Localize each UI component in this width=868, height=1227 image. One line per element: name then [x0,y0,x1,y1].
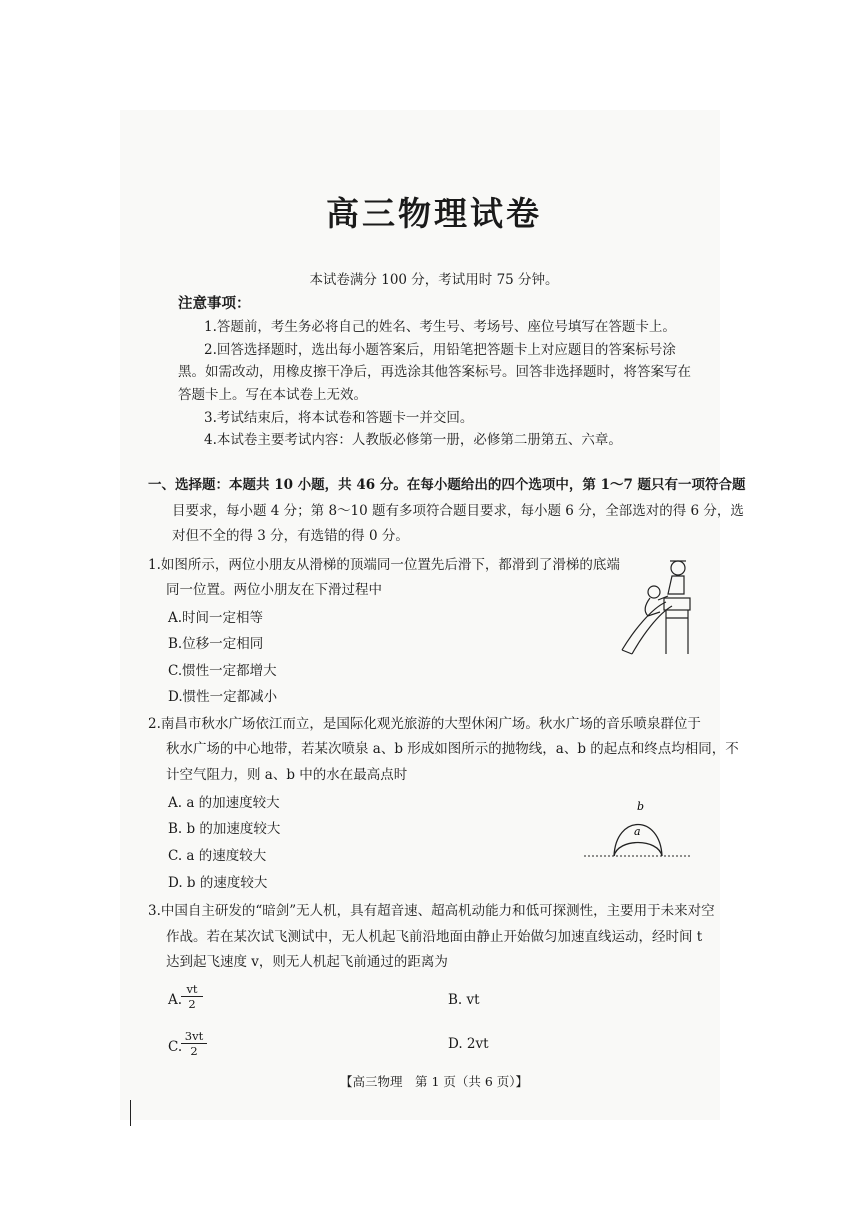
section-line: 目要求，每小题 4 分；第 8～10 题有多项符合题目要求，每小题 6 分，全部选对的得 6 分，选 [172,503,744,519]
q1-option-a: A.时间一定相等 [168,610,264,626]
q1-option-c: C.惯性一定都增大 [168,663,277,679]
fraction-numerator: 3vt [181,1029,207,1044]
q3-stem: 3.中国自主研发的“暗剑”无人机，具有超音速、超高机动能力和低可探测性，主要用于未来对空 [148,903,715,919]
fraction-denominator: 2 [190,1044,198,1058]
q3-option-a-prefix: A. [168,992,183,1008]
margin-mark [130,1100,131,1126]
q2-option-a: A. a 的加速度较大 [168,795,280,811]
notice-heading: 注意事项： [178,296,251,312]
q2-option-b: B. b 的加速度较大 [168,821,281,837]
q2-stem: 2.南昌市秋水广场依江而立，是国际化观光旅游的大型休闲广场。秋水广场的音乐喷泉群位于 [148,716,701,732]
q3-option-c-prefix: C. [168,1039,183,1055]
exam-intro: 本试卷满分 100 分，考试用时 75 分钟。 [309,272,559,288]
section-heading: 一、选择题：本题共 10 小题，共 46 分。在每小题给出的四个选项中，第 1～7 题只有一项符合题 [148,477,746,493]
notice-line: 3.考试结束后，将本试卷和答题卡一并交回。 [204,410,474,426]
q2-stem: 计空气阻力，则 a、b 中的水在最高点时 [166,767,408,783]
notice-line: 黑。如需改动，用橡皮擦干净后，再选涂其他答案标号。回答非选择题时，将答案写在 [178,364,691,380]
notice-line: 1.答题前，考生务必将自己的姓名、考生号、考场号、座位号填写在答题卡上。 [204,319,676,335]
q3-stem: 达到起飞速度 v，则无人机起飞前通过的距离为 [166,954,448,970]
notice-line: 答题卡上。写在本试卷上无效。 [178,387,367,403]
notice-line: 4.本试卷主要考试内容：人教版必修第一册，必修第二册第五、六章。 [204,432,622,448]
q1-stem: 1.如图所示，两位小朋友从滑梯的顶端同一位置先后滑下，都滑到了滑梯的底端 [148,557,620,573]
q3-stem: 作战。若在某次试飞测试中，无人机起飞前沿地面由静止开始做匀加速直线运动，经时间 t [166,929,703,945]
q2-stem: 秋水广场的中心地带，若某次喷泉 a、b 形成如图所示的抛物线，a、b 的起点和终点均相同，不 [166,741,739,757]
q2-option-d: D. b 的速度较大 [168,875,268,891]
q1-option-d: D.惯性一定都减小 [168,689,278,705]
curve-label-b: b [637,800,645,813]
notice-line: 2.回答选择题时，选出每小题答案后，用铅笔把答题卡上对应题目的答案标号涂 [204,342,676,358]
q3-option-b: B. vt [448,992,480,1008]
q1-option-b: B.位移一定相同 [168,636,264,652]
q3-option-d: D. 2vt [448,1036,489,1052]
exam-title: 高三物理试卷 [326,194,542,233]
section-line: 对但不全的得 3 分，有选错的得 0 分。 [172,528,409,544]
fountain-parabola-figure [582,790,694,864]
fraction-denominator: 2 [188,997,196,1011]
q2-option-c: C. a 的速度较大 [168,848,267,864]
fraction-numerator: vt [181,982,203,997]
q1-stem: 同一位置。两位小朋友在下滑过程中 [166,582,382,598]
page-footer: 【高三物理 第 1 页（共 6 页）】 [339,1074,529,1089]
slide-illustration [614,554,698,656]
q3-option-c-fraction [181,1029,207,1058]
q3-option-a-fraction [181,982,203,1011]
curve-label-a: a [634,825,641,838]
